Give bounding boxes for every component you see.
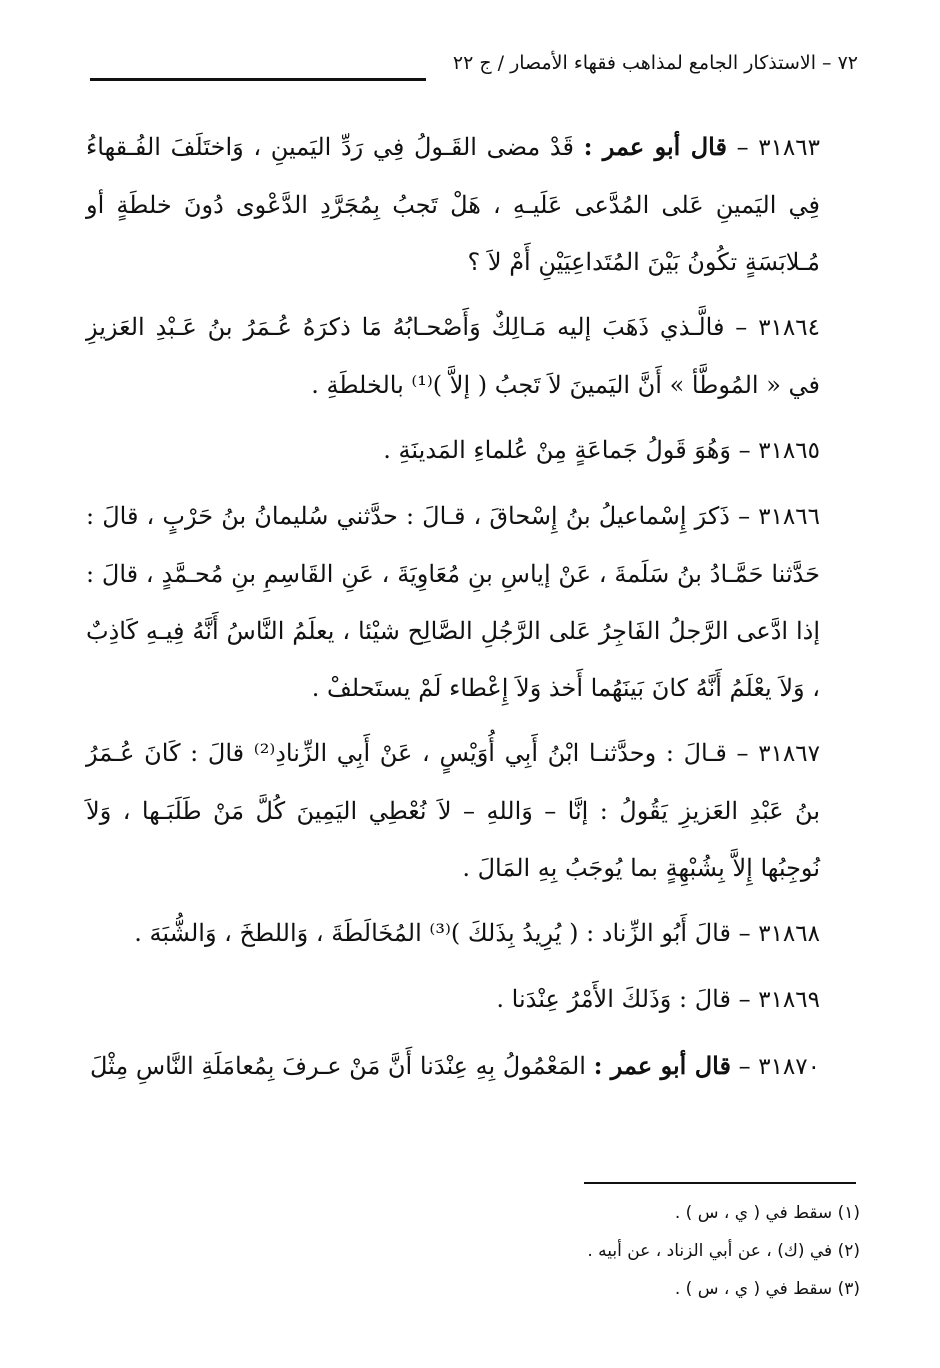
- dash-separator: –: [730, 436, 751, 464]
- paragraph-31868: [86, 905, 870, 963]
- paragraph-number: ٣١٨٦٨: [758, 921, 820, 947]
- paragraph-31863: [86, 118, 870, 291]
- paragraph-lead: قال أبو عمر :: [593, 1051, 731, 1080]
- dash-separator: –: [729, 502, 751, 530]
- paragraph-text: وَهُوَ قَولُ جَماعَةٍ مِنْ عُلماءِ المَدينَةِ .: [383, 436, 731, 464]
- paragraph-text: قالَ أَبُو الزِّناد : ( يُرِيدُ بِذَلكَ )⁽³⁾ المُخَالَطَةَ ، وَاللطخَ ، وَالشُّبَهَ .: [134, 919, 731, 947]
- footnote-1: (١) سقط في ( ي ، س ) .: [674, 1203, 860, 1223]
- paragraph-31865: [86, 422, 870, 480]
- paragraph-31870: [86, 1037, 870, 1096]
- paragraph-text: ذَكرَ إِسْماعيلُ بنُ إِسْحاقَ ، قـالَ : حدَّثني سُليمانُ بنُ حَرْبٍ ، قالَ : حَدَّثنا حَمَّـادُ بنُ سَلَمةَ ، عَنْ إياسِ بنِ مُعَاوِيَةَ ، عَنِ القَاسِمِ بنِ مُحـمَّدٍ ، قالَ : إذا ادَّعى الرَّجلُ الفَاجِرُ عَلى الرَّجُلِ الصَّالِح شيْئا ، يعلَمُ النَّاسُ أَنَّهُ فِيـهِ كَاذِبٌ ، وَلاَ يعْلَمُ أَنَّهُ كانَ بَينَهُما أَخذ وَلاَ إِعْطاء لَمْ يستَحلفْ .: [86, 502, 820, 702]
- dash-separator: –: [724, 313, 748, 341]
- running-header: [90, 52, 858, 92]
- paragraph-31864: [86, 299, 870, 414]
- footnote-rule: [584, 1182, 856, 1184]
- paragraph-text: قَدْ مضى القَـولُ فِي رَدِّ اليَمينِ ، وَاختَلَفَ الفُـقهاءُ فِي اليَمينِ عَلى المُدَّعى عَلَيـهِ ، هَلْ تَجبُ بِمُجَرَّدِ الدَّعْوى دُونَ خلطَةٍ أو مُـلابَسَةٍ تكُونُ بَيْنَ المُتَداعِيَيْنِ أَمْ لاَ ؟: [86, 133, 820, 276]
- paragraph-31867: [86, 725, 870, 897]
- paragraph-text: فالَّـذي ذَهَبَ إليه مَـالِكٌ وَأَصْحـابُهُ مَا ذكرَهُ عُـمَرُ بنُ عَـبْدِ العَزيزِ في « المُوطَّأ » أَنَّ اليَمينَ لاَ تَجبُ ( إلاَّ )⁽¹⁾ بالخلطَةِ .: [86, 313, 820, 399]
- paragraph-text: قـالَ : وحدَّثنـا ابْنُ أَبِي أُوَيْسٍ ، عَنْ أَبِي الزِّنادِ⁽²⁾ قالَ : كَانَ عُـمَرُ بنُ عَبْدِ العَزيزِ يَقُولُ : إنَّا – وَاللهِ – لاَ نُعْطِي اليَمِينَ كُلَّ مَنْ طَلَبَـها ، وَلاَ نُوجِبُها إِلاَّ بِشُبْهِةٍ بما يُوجَبُ بِهِ المَالَ .: [86, 739, 820, 882]
- dash-separator: –: [730, 1052, 751, 1080]
- paragraph-text: قالَ : وَذَلكَ الأَمْرُ عِنْدَنا .: [496, 985, 731, 1013]
- footnotes: [360, 1194, 860, 1308]
- paragraph-number: ٣١٨٦٥: [758, 438, 820, 464]
- header-rule: [90, 78, 426, 81]
- paragraph-number: ٣١٨٦٤: [758, 315, 820, 341]
- main-text: [86, 118, 870, 1104]
- paragraph-text: المَعْمُولُ بِهِ عِنْدَنا أَنَّ مَنْ عـرفَ بِمُعامَلَةِ النَّاسِ مِثْلَ: [89, 1052, 586, 1080]
- dash-separator: –: [730, 919, 751, 947]
- paragraph-number: ٣١٨٧٠: [758, 1054, 820, 1080]
- footnote-3: (٣) سقط في ( ي ، س ) .: [674, 1279, 860, 1299]
- footnote-2: (٢) في (ك) ، عن أبي الزناد ، عن أبيه .: [587, 1241, 860, 1261]
- dash-separator: –: [726, 739, 749, 767]
- dash-separator: –: [726, 133, 749, 161]
- paragraph-number: ٣١٨٦٦: [758, 504, 820, 530]
- paragraph-number: ٣١٨٦٩: [758, 987, 820, 1013]
- paragraph-31869: [86, 971, 870, 1029]
- header-title: ٧٢ – الاستذكار الجامع لمذاهب فقهاء الأمصار / ج ٢٢: [452, 52, 858, 74]
- paragraph-number: ٣١٨٦٧: [758, 741, 820, 767]
- paragraph-number: ٣١٨٦٣: [758, 135, 820, 161]
- paragraph-lead: قال أبو عمر :: [583, 132, 727, 161]
- dash-separator: –: [730, 985, 751, 1013]
- paragraph-31866: [86, 488, 870, 717]
